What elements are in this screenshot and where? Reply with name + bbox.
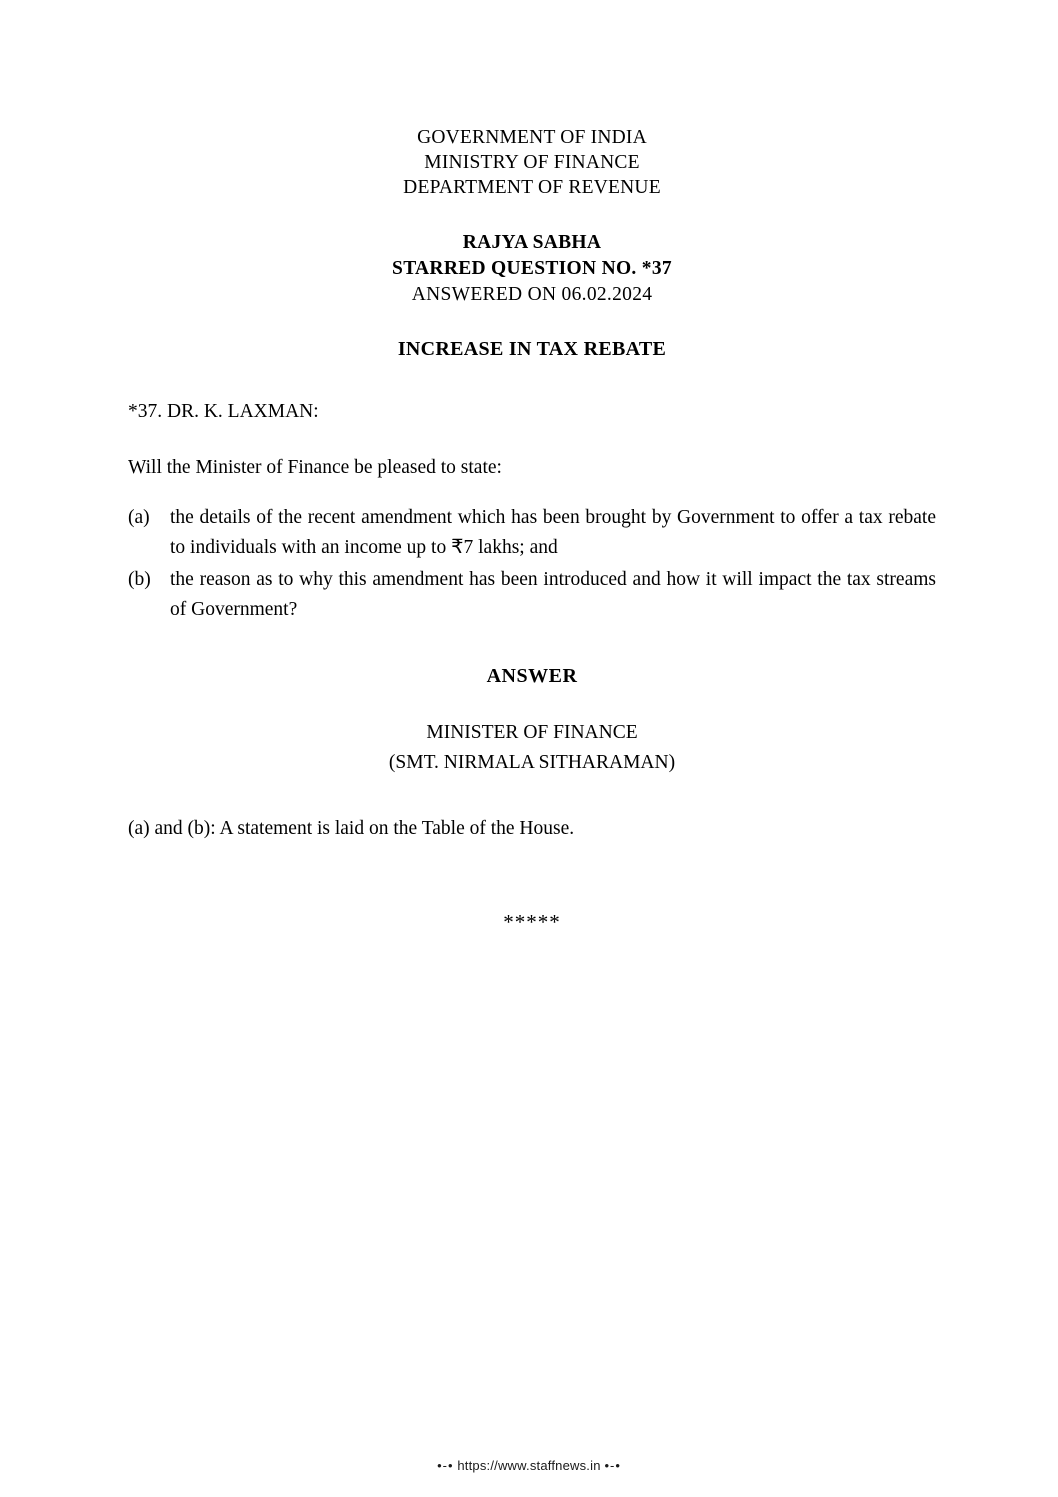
footer-url[interactable]: https://www.staffnews.in — [457, 1458, 601, 1473]
question-clause — [128, 565, 936, 625]
spacer-before-stars-2 — [128, 880, 936, 910]
spacer-before-answer — [128, 627, 936, 665]
answer-heading: ANSWER — [486, 665, 578, 687]
document-body — [128, 125, 936, 935]
answered-on-date: ANSWERED ON 06.02.2024 — [411, 284, 653, 305]
spacer-after-answer-heading — [128, 688, 936, 718]
clause-marker: (a) — [128, 507, 150, 528]
house-block — [128, 230, 936, 308]
minister-name: (SMT. NIRMALA SITHARAMAN) — [388, 752, 676, 773]
header-line-ministry: MINISTRY OF FINANCE — [424, 152, 640, 173]
footer-left-decoration: •-• — [437, 1458, 454, 1473]
footer-right-decoration: •-• — [604, 1458, 621, 1473]
spacer-before-stars — [128, 842, 936, 880]
page-footer — [0, 1458, 1058, 1473]
question-clause — [128, 503, 936, 563]
clause-text: the details of the recent amendment which has been brought by Government to offer a tax rebate to individuals with an income up to ₹7 lakhs; and — [170, 507, 936, 558]
spacer-after-subject — [128, 361, 936, 399]
clause-text: the reason as to why this amendment has been introduced and how it will impact the tax streams of Government? — [170, 569, 936, 620]
spacer-after-asker — [128, 425, 936, 455]
minister-title: MINISTER OF FINANCE — [426, 722, 638, 743]
question-number: STARRED QUESTION NO. *37 — [392, 258, 672, 279]
spacer-after-intro — [128, 481, 936, 503]
page-title: INCREASE IN TAX REBATE — [397, 338, 667, 360]
question-asker: *37. DR. K. LAXMAN: — [128, 401, 319, 422]
clause-marker: (b) — [128, 569, 151, 590]
spacer-after-header — [128, 200, 936, 230]
header-line-country: GOVERNMENT OF INDIA — [417, 127, 647, 148]
ministry-header — [128, 125, 936, 200]
spacer-before-reply — [128, 778, 936, 816]
answer-reply: (a) and (b): A statement is laid on the Table of the House. — [128, 818, 575, 839]
spacer-after-house — [128, 308, 936, 338]
end-marker: ***** — [503, 910, 561, 934]
house-name: RAJYA SABHA — [462, 232, 602, 253]
header-line-department: DEPARTMENT OF REVENUE — [403, 177, 661, 198]
question-intro: Will the Minister of Finance be pleased to state: — [128, 457, 502, 478]
